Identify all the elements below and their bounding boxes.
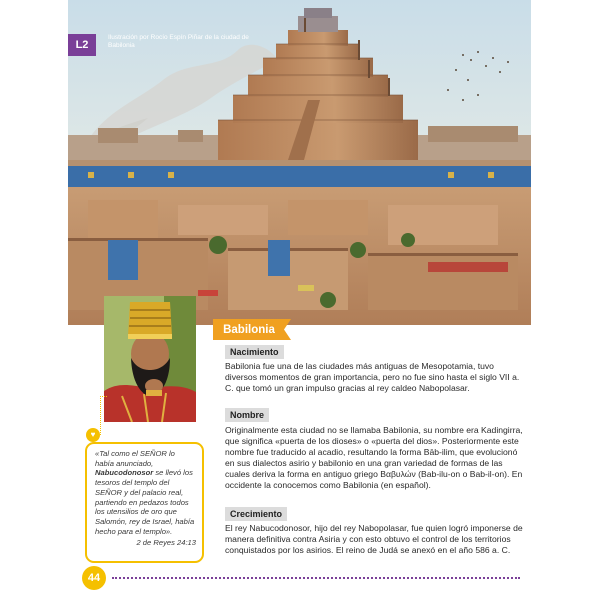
section-heading-nombre: Nombre (225, 408, 269, 422)
page-title: Babilonia (223, 323, 275, 336)
section-heading-nacimiento: Nacimiento (225, 345, 284, 359)
quote-reference: 2 de Reyes 24:13 (136, 538, 196, 548)
footer-dotted-rule (112, 577, 520, 579)
title-banner (213, 319, 291, 340)
nebuchadnezzar-portrait (104, 296, 196, 422)
section-heading-crecimiento: Crecimiento (225, 507, 287, 521)
section-text-nombre: Originalmente esta ciudad no se llamaba Babilonia, su nombre era Kadingirra, que significa «puerta de los dioses» o «puerta del dios». Posteriormente este nombre fue traducido al acadio, resultando la forma Bāb-ilim, que evolucionó en sus dialectos asirio y babilonio en una gran variedad de formas de las cuales deriva la forma en antiguo griego Βαβυλών (Bab-ilu-on o Bab-il-on). En occidente la conocemos como Babilonia (en español). (225, 425, 523, 491)
quote-text-end: se llevó los tesoros del templo del SEÑOR y del palacio real, partiendo en pedazos todos los utensilios de oro que Salomón, rey de Israel, había hecho para el templo». (95, 468, 195, 536)
quote-name: Nabucodonosor (95, 468, 154, 478)
bible-quote (85, 442, 204, 563)
quote-text-start: «Tal como el SEÑOR lo había anunciado, (95, 449, 175, 468)
page-number: 44 (82, 566, 106, 590)
section-text-crecimiento: El rey Nabucodonosor, hijo del rey Nabopolasar, fue quien logró imponerse de manera definitiva contra Asiria y con esto obtuvo el control de los territorios conquistados por los asirios. El reino de Judá se anexó en el año 586 a. C. (225, 523, 523, 556)
section-text-nacimiento: Babilonia fue una de las ciudades más antiguas de Mesopotamia, tuvo diversos momentos de gran importancia, pero no fue sino hasta el siglo VII a. C. que tomó un gran impulso gracias al rey caldeo Nabopolasar. (225, 361, 520, 394)
lesson-tag: L2 (68, 34, 96, 56)
image-credit: Ilustración por Rocío Espín Piñar de la ciudad de Babilonia (108, 34, 249, 49)
heart-icon: ♥ (86, 428, 100, 442)
callout-connector (100, 396, 107, 435)
